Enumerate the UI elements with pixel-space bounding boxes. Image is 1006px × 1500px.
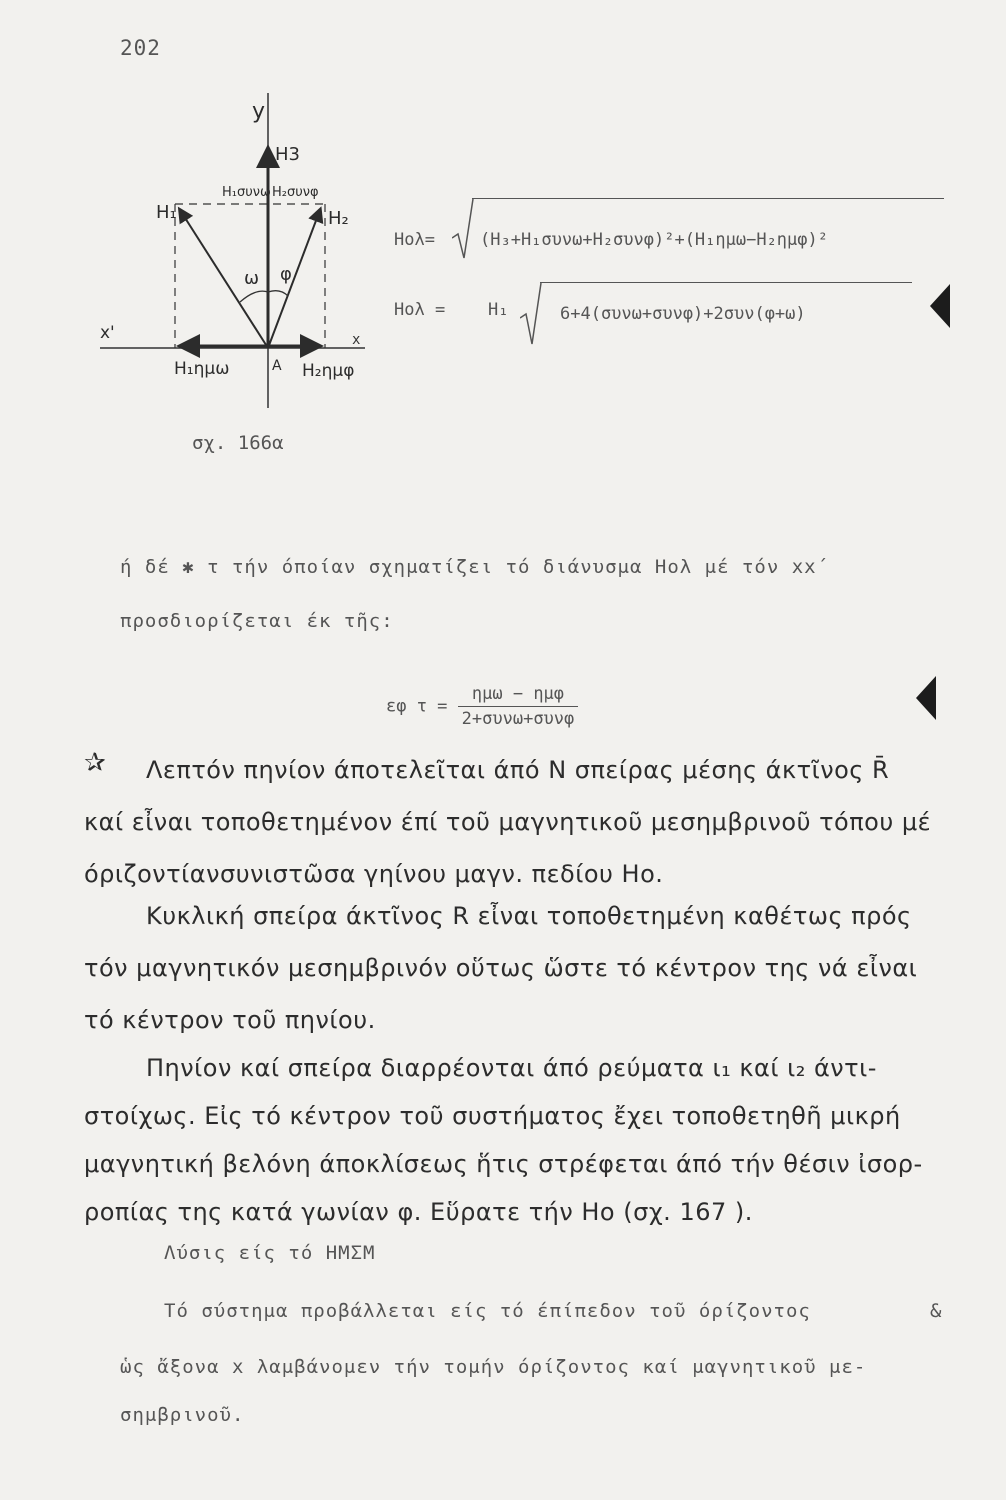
p3-line-2: στοίχως. Εἰς τό κέντρον τοῦ συστήματος ἔχει τοποθετηθῆ μικρή (84, 1102, 901, 1130)
omega-arc (240, 291, 268, 302)
p1-line-3: όριζοντίανσυνιστῶσα γηίνου μαγν. πεδίου Hο. (84, 860, 664, 888)
figure-caption: σχ. 166α (192, 432, 284, 454)
phi-arc (268, 291, 288, 296)
solution-mark: & (930, 1300, 943, 1322)
eq2-lhs: Hολ = (394, 300, 446, 320)
label-y: y (252, 99, 266, 124)
label-h1: H₁ (156, 202, 177, 223)
p1-line-2: καί εἶναι τοποθετημένον έπί τοῦ μαγνητικοῦ μεσημβρινοῦ τόπου μέ (84, 808, 932, 836)
label-h1-cos: H₁συνω (222, 185, 271, 200)
text-line-1: ή δέ ✱ τ τήν όποίαν σχηματίζει τό διάνυσμα Hολ μέ τόν xx΄ (120, 556, 830, 578)
eq2-radical-sign (520, 282, 542, 346)
label-origin: A (272, 358, 282, 374)
p2-line-2: τόν μαγνητικόν μεσημβρινόν οὕτως ὥστε τό κέντρον της νά εἶναι (84, 954, 918, 982)
p3-line-3: μαγνητική βελόνη άποκλίσεως ἥτις στρέφεται άπό τήν θέσιν ἰσορ- (84, 1150, 923, 1178)
eq2-radicand: 6+4(συνω+συνφ)+2συν(φ+ω) (560, 304, 806, 324)
page-number: 202 (120, 36, 161, 60)
vector-diagram (80, 88, 380, 418)
solution-line-3: σημβρινοῦ. (120, 1404, 245, 1426)
tan-equation (386, 684, 578, 729)
eq2-factor: H₁ (488, 300, 509, 320)
tan-numerator: ημω − ημφ (458, 684, 579, 707)
margin-marker-2 (916, 676, 936, 720)
label-h2: H₂ (328, 208, 349, 229)
text-line-2: προσδιορίζεται έκ τῆς: (120, 610, 394, 632)
p3-line-1: Πηνίον καί σπείρα διαρρέονται άπό ρεύματα ι₁ καί ι₂ άντι- (146, 1054, 877, 1082)
problem-star-icon: ✰ (84, 748, 106, 778)
solution-line-2: ὡς ἄξονα x λαμβάνομεν τήν τομήν όρίζοντος καί μαγνητικοῦ με- (120, 1356, 867, 1378)
eq1-radicand: (H₃+H₁συνω+H₂συνφ)²+(H₁ημω−H₂ημφ)² (480, 230, 828, 250)
label-omega: ω (244, 268, 260, 289)
eq2-radical-bar (540, 282, 912, 283)
eq1-lhs: Hολ= (394, 230, 435, 250)
tan-fraction (458, 684, 579, 729)
label-h2-cos: H₂συνφ (272, 185, 319, 200)
p3-line-4: ροπίας της κατά γωνίαν φ. Εὕρατε τήν Hο (σχ. 167 ). (84, 1198, 753, 1226)
tan-denominator: 2+συνω+συνφ (461, 709, 575, 729)
label-x-prime: x' (100, 323, 115, 343)
solution-heading: Λύσις είς τό ΗΜΣΜ (164, 1242, 376, 1264)
label-h3: H3 (275, 144, 300, 165)
p1-line-1: Λεπτόν πηνίον άποτελεῖται άπό N σπείρας μέσης άκτῖνος R̄ (146, 756, 890, 784)
eq1-radical-bar (472, 198, 944, 199)
label-h1-sin: H₁ημω (174, 359, 230, 379)
p2-line-1: Κυκλική σπείρα άκτῖνος R εἶναι τοποθετημένη καθέτως πρός (146, 902, 912, 930)
label-h2-sin: H₂ημφ (302, 361, 355, 381)
eq1-radical-sign (452, 198, 474, 260)
label-phi: φ (280, 264, 292, 285)
vector-h2 (268, 210, 320, 348)
tan-lhs: εφ τ = (386, 696, 448, 717)
margin-marker-1 (930, 284, 950, 328)
solution-line-1: Τό σύστημα προβάλλεται είς τό έπίπεδον τοῦ όρίζοντος (164, 1300, 811, 1322)
p2-line-3: τό κέντρον τοῦ πηνίου. (84, 1006, 376, 1034)
label-x: x (352, 332, 361, 348)
